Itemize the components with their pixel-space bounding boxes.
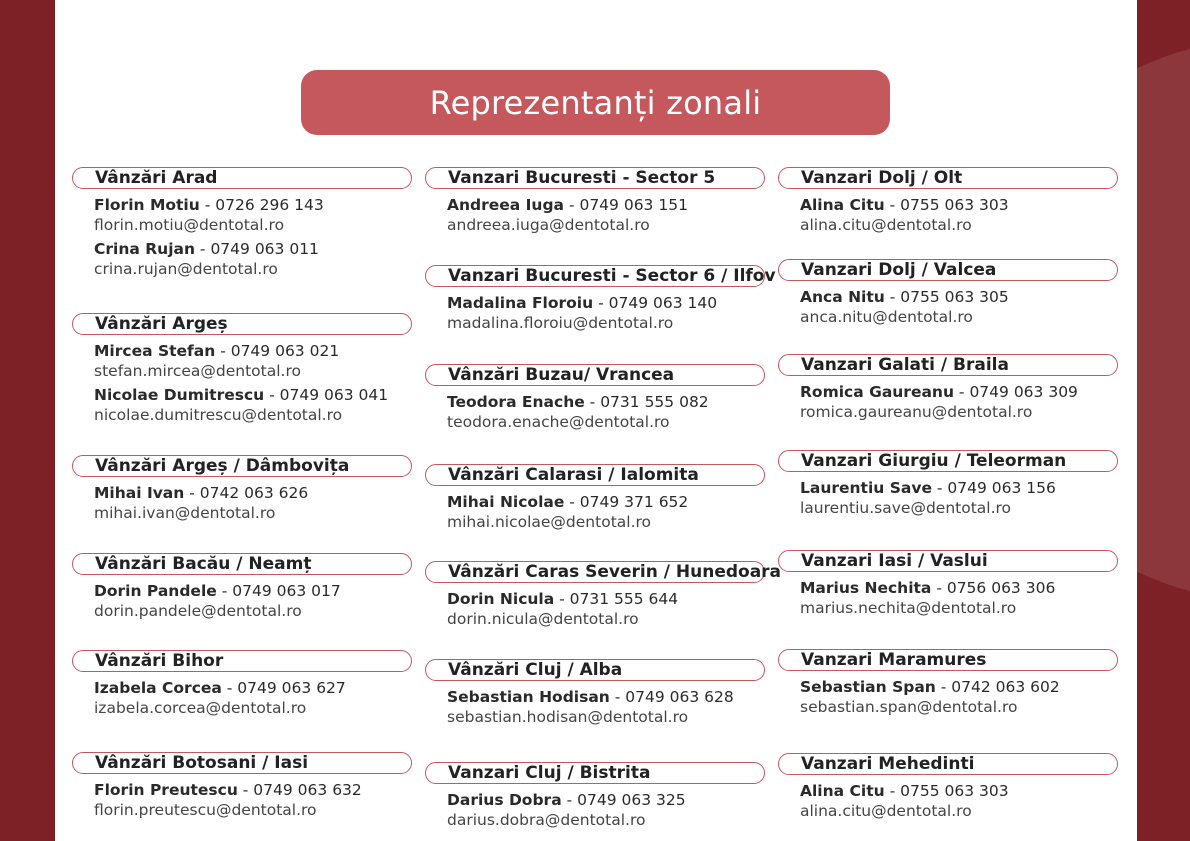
contact-entry [94, 239, 412, 279]
contact-email[interactable]: dorin.nicula@dentotal.ro [447, 610, 639, 628]
region-section [72, 167, 412, 279]
contact-email[interactable]: madalina.floroiu@dentotal.ro [447, 314, 674, 332]
contact-name: Alina Citu [800, 782, 885, 800]
contact-entry [447, 589, 765, 629]
contact-name-phone [800, 382, 1118, 402]
contact-name-phone [800, 478, 1118, 498]
contact-email[interactable]: sebastian.hodisan@dentotal.ro [447, 708, 689, 726]
region-heading: Vanzari Maramures [778, 649, 1118, 671]
region-section [425, 364, 765, 432]
contact-name: Florin Preutescu [94, 781, 238, 799]
contact-name-phone [94, 678, 412, 698]
contact-name-phone [447, 492, 765, 512]
region-section [778, 649, 1118, 717]
document-page [55, 0, 1137, 841]
contact-phone[interactable]: - 0756 063 306 [931, 579, 1056, 597]
region-section [425, 464, 765, 532]
region-section [72, 752, 412, 820]
contact-email[interactable]: alina.citu@dentotal.ro [800, 802, 972, 820]
contact-email[interactable]: crina.rujan@dentotal.ro [94, 260, 278, 278]
region-heading: Vanzari Iasi / Vaslui [778, 550, 1118, 572]
contact-email[interactable]: stefan.mircea@dentotal.ro [94, 362, 301, 380]
contact-email[interactable]: darius.dobra@dentotal.ro [447, 811, 646, 829]
region-heading: Vanzari Mehedinti [778, 753, 1118, 775]
contact-name: Sebastian Hodisan [447, 688, 610, 706]
contact-phone[interactable]: - 0749 063 156 [931, 479, 1056, 497]
contact-name: Nicolae Dumitrescu [94, 386, 265, 404]
contact-phone[interactable]: - 0749 063 628 [609, 688, 734, 706]
contact-email[interactable]: romica.gaureanu@dentotal.ro [800, 403, 1033, 421]
contact-name-phone [94, 581, 412, 601]
contact-name-phone [800, 677, 1118, 697]
region-section [778, 550, 1118, 618]
contact-entry [94, 483, 412, 523]
contact-name: Izabela Corcea [94, 679, 222, 697]
contact-name: Crina Rujan [94, 240, 195, 258]
region-heading: Vanzari Galati / Braila [778, 354, 1118, 376]
contact-entry [447, 293, 765, 333]
contact-phone[interactable]: - 0749 063 011 [195, 240, 319, 258]
contact-email[interactable]: laurentiu.save@dentotal.ro [800, 499, 1012, 517]
contact-name: Sebastian Span [800, 678, 936, 696]
region-section [72, 455, 412, 523]
contact-name-phone [447, 195, 765, 215]
contact-entry [94, 341, 412, 381]
region-heading: Vânzări Arad [72, 167, 412, 189]
contact-phone[interactable]: - 0742 063 626 [184, 484, 309, 502]
contact-email[interactable]: florin.motiu@dentotal.ro [94, 216, 285, 234]
contact-entry [800, 478, 1118, 518]
contact-name: Anca Nitu [800, 288, 885, 306]
contact-name: Dorin Pandele [94, 582, 217, 600]
contact-phone[interactable]: - 0749 063 017 [216, 582, 341, 600]
contact-phone[interactable]: - 0749 371 652 [564, 493, 689, 511]
region-heading: Vanzari Bucuresti - Sector 6 / Ilfov [425, 265, 765, 287]
contact-entry [800, 287, 1118, 327]
region-heading: Vânzări Argeș / Dâmbovița [72, 455, 412, 477]
contact-entry [800, 677, 1118, 717]
contact-entry [94, 780, 412, 820]
contact-email[interactable]: andreea.iuga@dentotal.ro [447, 216, 650, 234]
contact-email[interactable]: florin.preutescu@dentotal.ro [94, 801, 317, 819]
contact-phone[interactable]: - 0749 063 021 [215, 342, 340, 360]
contact-entry [94, 581, 412, 621]
contact-entry [94, 678, 412, 718]
region-heading: Vânzări Calarasi / Ialomita [425, 464, 765, 486]
region-heading: Vânzări Cluj / Alba [425, 659, 765, 681]
contact-entry [94, 195, 412, 235]
contact-name: Mihai Nicolae [447, 493, 565, 511]
contact-email[interactable]: anca.nitu@dentotal.ro [800, 308, 973, 326]
contact-name: Marius Nechita [800, 579, 932, 597]
contact-name: Teodora Enache [447, 393, 585, 411]
contact-entry [447, 492, 765, 532]
region-section [425, 167, 765, 235]
contact-name-phone [94, 780, 412, 800]
contact-phone[interactable]: - 0749 063 325 [561, 791, 686, 809]
contact-phone[interactable]: - 0749 063 309 [954, 383, 1078, 401]
contact-name: Madalina Floroiu [447, 294, 594, 312]
contact-phone[interactable]: - 0755 063 305 [884, 288, 1009, 306]
contact-phone[interactable]: - 0742 063 602 [935, 678, 1060, 696]
contact-phone[interactable]: - 0731 555 082 [584, 393, 709, 411]
contact-entry [94, 385, 412, 425]
region-heading: Vanzari Giurgiu / Teleorman [778, 450, 1118, 472]
contact-name-phone [94, 239, 412, 259]
contact-phone[interactable]: - 0755 063 303 [884, 196, 1009, 214]
contact-phone[interactable]: - 0749 063 041 [264, 386, 389, 404]
region-section [778, 259, 1118, 327]
region-heading: Vânzări Buzau/ Vrancea [425, 364, 765, 386]
contact-entry [800, 781, 1118, 821]
region-heading: Vânzări Caras Severin / Hunedoara [425, 561, 765, 583]
contact-email[interactable]: nicolae.dumitrescu@dentotal.ro [94, 406, 343, 424]
contact-email[interactable]: dorin.pandele@dentotal.ro [94, 602, 302, 620]
region-section [778, 450, 1118, 518]
contact-phone[interactable]: - 0749 063 151 [564, 196, 688, 214]
contact-name-phone [800, 195, 1118, 215]
contact-email[interactable]: sebastian.span@dentotal.ro [800, 698, 1018, 716]
region-heading: Vanzari Cluj / Bistrita [425, 762, 765, 784]
contact-name-phone [94, 385, 412, 405]
region-section [425, 762, 765, 830]
contact-name-phone [94, 341, 412, 361]
page-title: Reprezentanți zonali [301, 70, 890, 135]
contact-name: Dorin Nicula [447, 590, 555, 608]
contact-name-phone [447, 589, 765, 609]
region-heading: Vânzări Bacău / Neamț [72, 553, 412, 575]
contact-email[interactable]: marius.nechita@dentotal.ro [800, 599, 1017, 617]
region-heading: Vanzari Dolj / Olt [778, 167, 1118, 189]
contact-entry [447, 195, 765, 235]
region-heading: Vânzări Botosani / Iasi [72, 752, 412, 774]
contact-name-phone [94, 195, 412, 215]
contact-name: Andreea Iuga [447, 196, 565, 214]
contact-name-phone [800, 287, 1118, 307]
contact-phone[interactable]: - 0749 063 627 [221, 679, 346, 697]
region-section [72, 313, 412, 425]
contact-entry [800, 382, 1118, 422]
contact-entry [800, 195, 1118, 235]
contact-name: Florin Motiu [94, 196, 200, 214]
contact-name-phone [447, 790, 765, 810]
contact-name: Mircea Stefan [94, 342, 216, 360]
region-heading: Vanzari Bucuresti - Sector 5 [425, 167, 765, 189]
contact-name-phone [447, 293, 765, 313]
contact-phone[interactable]: - 0731 555 644 [554, 590, 679, 608]
region-section [72, 650, 412, 718]
contact-email[interactable]: izabela.corcea@dentotal.ro [94, 699, 307, 717]
region-heading: Vânzări Argeș [72, 313, 412, 335]
contact-phone[interactable]: - 0755 063 303 [884, 782, 1009, 800]
contact-name: Romica Gaureanu [800, 383, 954, 401]
contact-name: Mihai Ivan [94, 484, 185, 502]
region-section [778, 354, 1118, 422]
contact-entry [447, 687, 765, 727]
contact-phone[interactable]: - 0749 063 632 [237, 781, 362, 799]
contact-email[interactable]: alina.citu@dentotal.ro [800, 216, 972, 234]
contact-name-phone [94, 483, 412, 503]
contact-name: Darius Dobra [447, 791, 562, 809]
contact-entry [800, 578, 1118, 618]
contact-phone[interactable]: - 0749 063 140 [593, 294, 718, 312]
contact-name-phone [800, 781, 1118, 801]
region-section [425, 265, 776, 333]
region-section [425, 561, 782, 629]
contact-name-phone [447, 392, 765, 412]
contact-name-phone [447, 687, 765, 707]
contact-email[interactable]: mihai.nicolae@dentotal.ro [447, 513, 652, 531]
contact-name-phone [800, 578, 1118, 598]
region-heading: Vânzări Bihor [72, 650, 412, 672]
contact-email[interactable]: teodora.enache@dentotal.ro [447, 413, 670, 431]
region-section [778, 167, 1118, 235]
contact-entry [447, 392, 765, 432]
contact-name: Alina Citu [800, 196, 885, 214]
contact-entry [447, 790, 765, 830]
contact-phone[interactable]: - 0726 296 143 [199, 196, 324, 214]
region-heading: Vanzari Dolj / Valcea [778, 259, 1118, 281]
region-section [425, 659, 765, 727]
region-section [778, 753, 1118, 821]
region-section [72, 553, 412, 621]
contact-email[interactable]: mihai.ivan@dentotal.ro [94, 504, 276, 522]
contact-name: Laurentiu Save [800, 479, 932, 497]
